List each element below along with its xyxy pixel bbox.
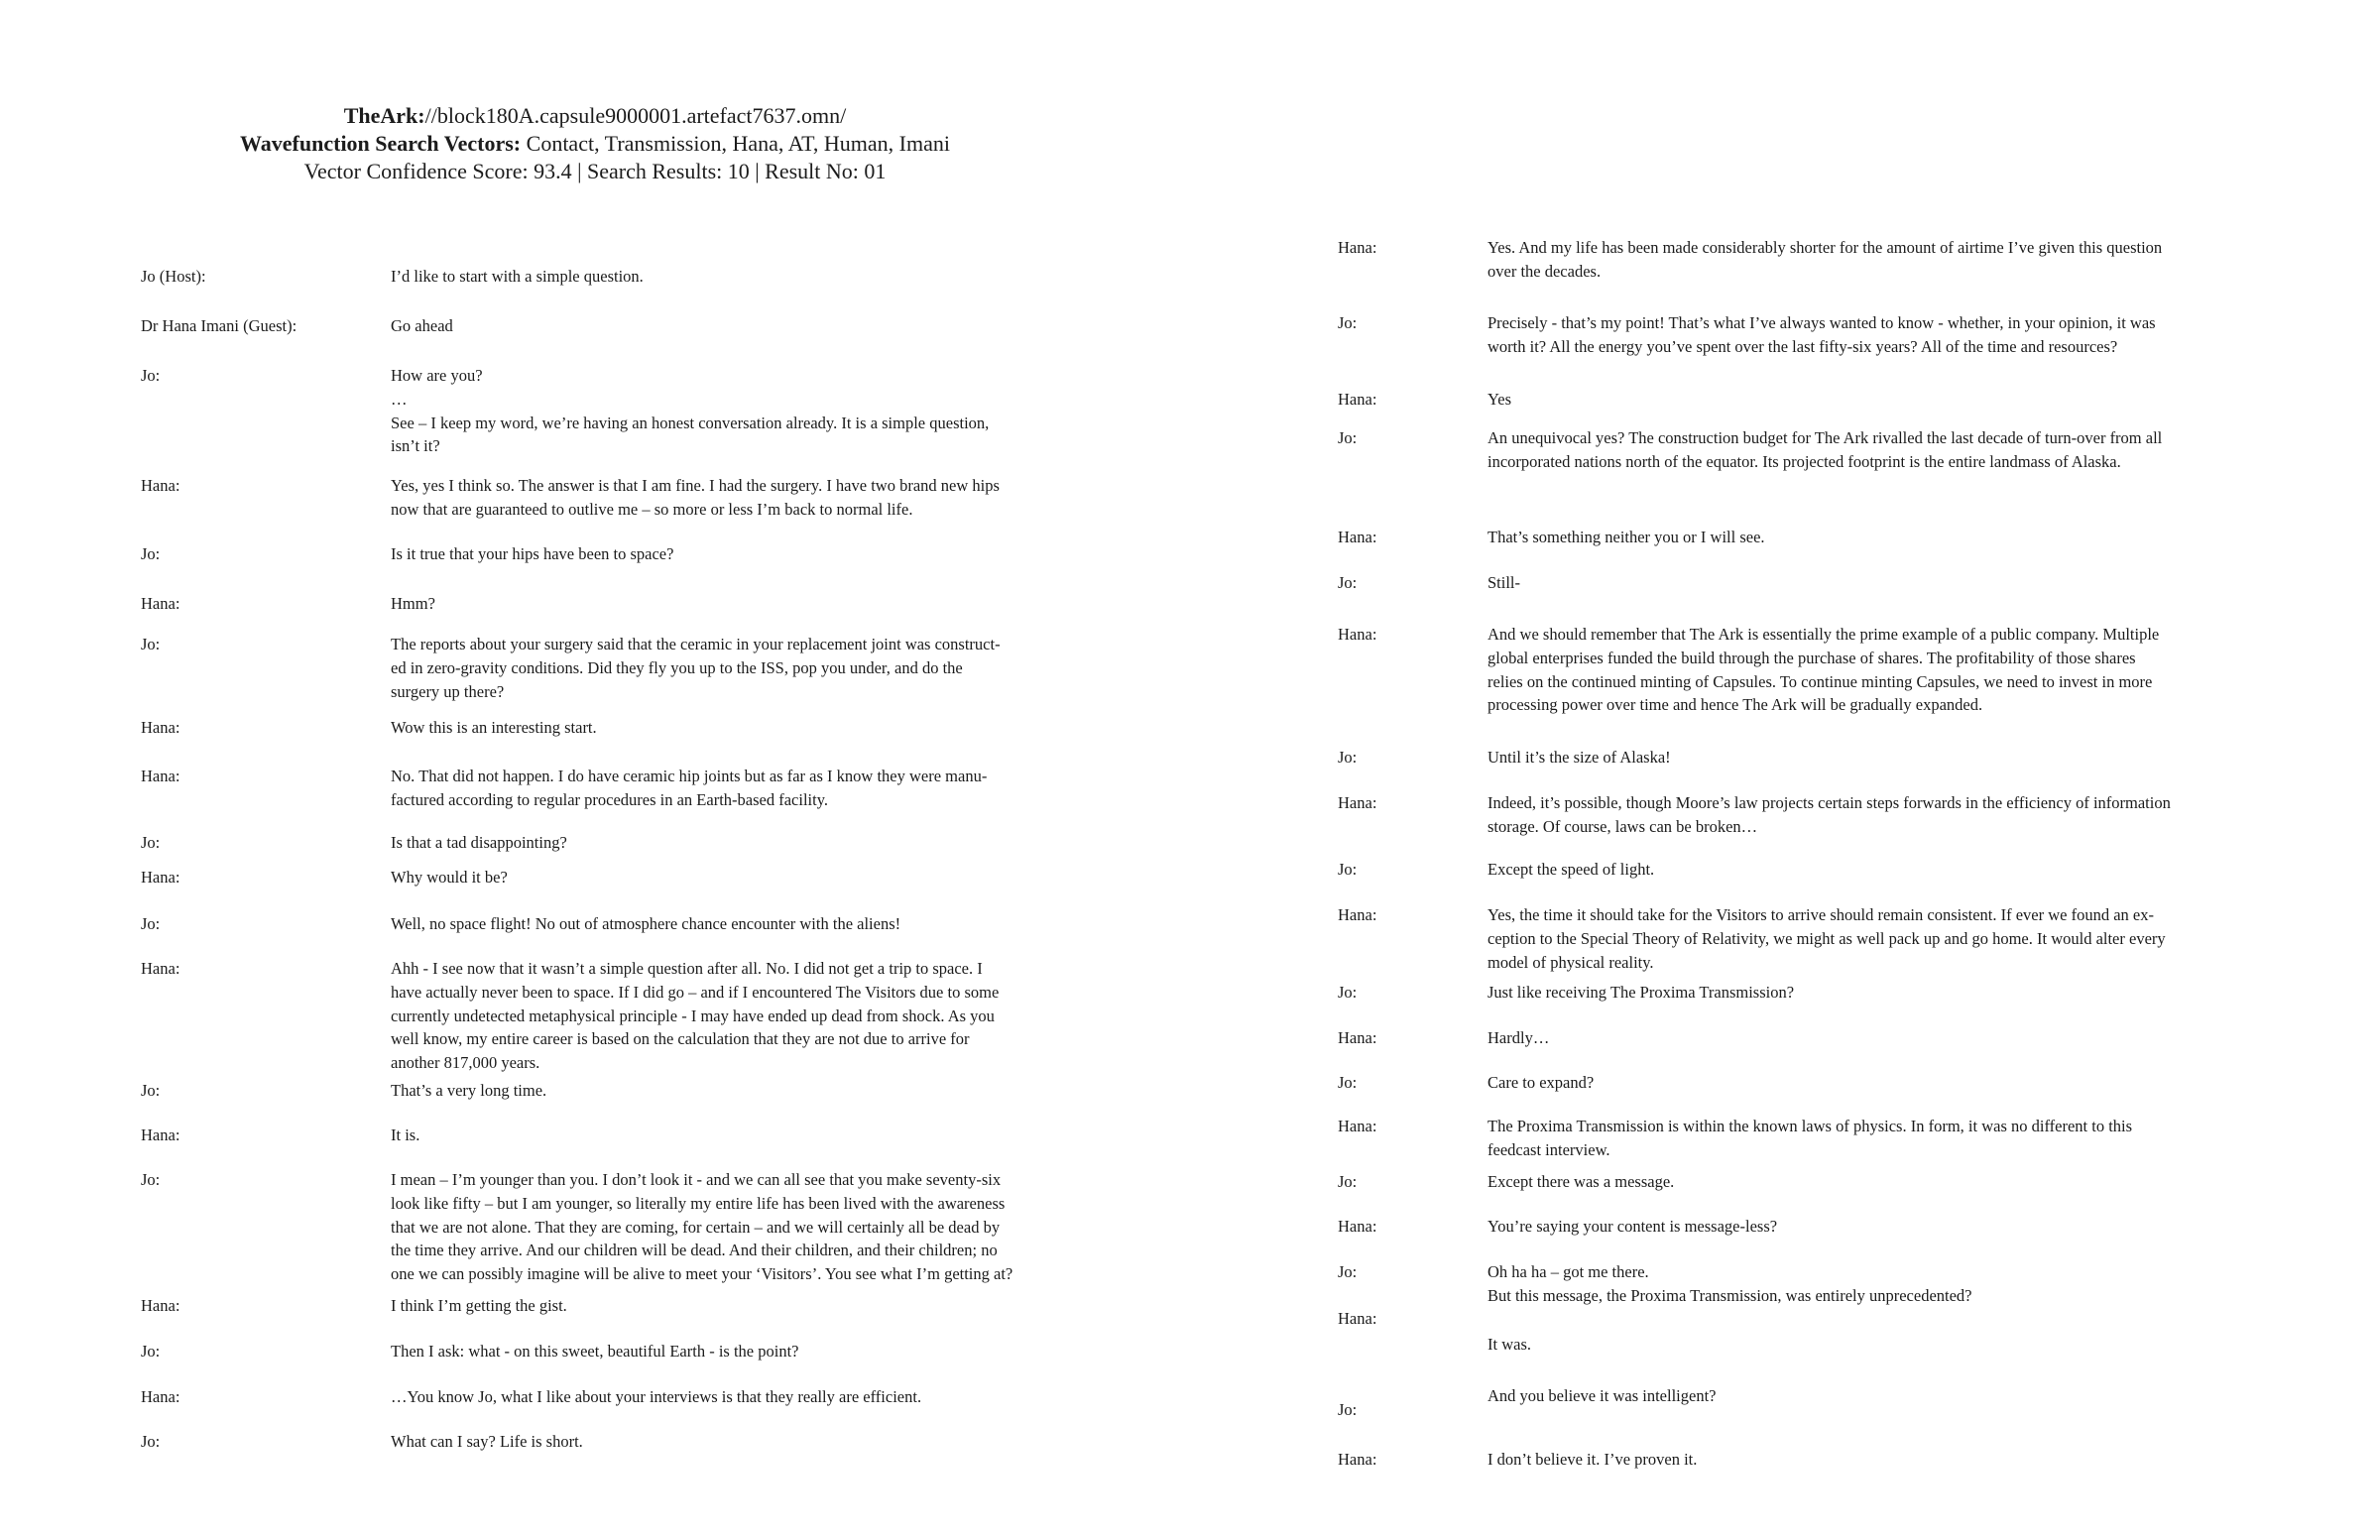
dialogue-line: now that are guaranteed to outlive me – so more or less I’m back to normal life.	[391, 499, 913, 519]
dialogue-line: the time they arrive. And our children will be dead. And their children, and their children; no	[391, 1241, 998, 1260]
dialogue-line: Indeed, it’s possible, though Moore’s law projects certain steps forwards in the efficiency of information	[1488, 793, 2171, 812]
dialogue-line: I don’t believe it. I’ve proven it.	[1488, 1450, 1698, 1469]
dialogue-line: over the decades.	[1488, 261, 1602, 281]
dialogue-line: Precisely - that’s my point! That’s what I’ve always wanted to know - whether, in your opinion, it was	[1488, 313, 2156, 332]
speaker-label: Hana:	[141, 1125, 180, 1144]
dialogue-line: An unequivocal yes? The construction budget for The Ark rivalled the last decade of turn-over from all	[1488, 428, 2163, 447]
dialogue-line: Yes	[1488, 390, 1512, 409]
speaker-label: Jo:	[141, 544, 161, 563]
dialogue-line: another 817,000 years.	[391, 1053, 540, 1073]
speaker-label: Jo:	[141, 366, 161, 385]
speaker-label: Hana:	[1338, 1450, 1377, 1469]
speaker-label: Hana:	[1338, 390, 1377, 409]
speaker-label: Hana:	[141, 594, 180, 613]
speaker-label: Hana:	[1338, 905, 1377, 924]
dialogue-line: What can I say? Life is short.	[391, 1432, 583, 1451]
speaker-label: Jo:	[141, 1170, 161, 1189]
speaker-label: Jo:	[1338, 1262, 1358, 1281]
dialogue-line: processing power over time and hence The Ark will be gradually expanded.	[1488, 695, 1983, 715]
dialogue-line: How are you?	[391, 366, 483, 385]
dialogue-line: ed in zero-gravity conditions. Did they fly you up to the ISS, pop you under, and do the	[391, 657, 963, 677]
dialogue-line: model of physical reality.	[1488, 952, 1654, 972]
speaker-label: Jo:	[1338, 748, 1358, 767]
dialogue-line: Why would it be?	[391, 868, 508, 887]
dialogue-line: Hardly…	[1488, 1028, 1550, 1047]
confidence-line: Vector Confidence Score: 93.4 | Search Results: 10 | Result No: 01	[303, 159, 887, 183]
speaker-label: Hana:	[1338, 238, 1377, 257]
dialogue-line: surgery up there?	[391, 681, 505, 701]
dialogue-line: …	[391, 389, 408, 409]
speaker-label: Hana:	[141, 476, 180, 495]
search-vectors: Wavefunction Search Vectors: Contact, Transmission, Hana, AT, Human, Imani	[240, 131, 950, 156]
dialogue-line: You’re saying your content is message-less?	[1488, 1217, 1778, 1236]
speaker-label: Jo:	[141, 1081, 161, 1100]
dialogue-line: storage. Of course, laws can be broken…	[1488, 816, 1758, 836]
speaker-label: Jo (Host):	[141, 267, 206, 286]
speaker-label: Jo:	[141, 635, 161, 653]
dialogue-line: Wow this is an interesting start.	[391, 718, 597, 737]
speaker-label: Jo:	[1338, 313, 1358, 332]
dialogue-line: Yes, yes I think so. The answer is that I am fine. I had the surgery. I have two brand new hips	[391, 476, 1000, 495]
dialogue-line: Just like receiving The Proxima Transmission?	[1488, 983, 1795, 1002]
speaker-label: Hana:	[1338, 1309, 1377, 1328]
speaker-label: Jo:	[141, 1342, 161, 1361]
dialogue-line: See – I keep my word, we’re having an honest conversation already. It is a simple question,	[391, 413, 990, 432]
dialogue-line: Is that a tad disappointing?	[391, 833, 567, 852]
dialogue-line: look like fifty – but I am younger, so literally my entire life has been lived with the awareness	[391, 1193, 1006, 1213]
dialogue-line: …You know Jo, what I like about your interviews is that they really are efficient.	[391, 1387, 922, 1406]
dialogue-line: worth it? All the energy you’ve spent over the last fifty-six years? All of the time and resources?	[1488, 336, 2118, 356]
dialogue-line: Oh ha ha – got me there.	[1488, 1262, 1649, 1281]
speaker-label: Jo:	[1338, 983, 1358, 1002]
dialogue-line: But this message, the Proxima Transmission, was entirely unprecedented?	[1488, 1285, 1972, 1305]
dialogue-line: I think I’m getting the gist.	[391, 1296, 567, 1315]
speaker-label: Jo:	[1338, 428, 1358, 447]
document-header	[159, 102, 1031, 185]
dialogue-line: global enterprises funded the build through the purchase of shares. The profitability of those shares	[1488, 648, 2136, 667]
dialogue-line: The reports about your surgery said that the ceramic in your replacement joint was construct-	[391, 635, 1001, 653]
speaker-label: Dr Hana Imani (Guest):	[141, 316, 298, 335]
dialogue-line: That’s something neither you or I will see.	[1488, 528, 1765, 546]
dialogue-line: Well, no space flight! No out of atmosphere chance encounter with the aliens!	[391, 914, 901, 933]
dialogue-line: Then I ask: what - on this sweet, beautiful Earth - is the point?	[391, 1342, 799, 1361]
dialogue-line: Until it’s the size of Alaska!	[1488, 748, 1671, 767]
speaker-label: Hana:	[141, 868, 180, 887]
dialogue-line: Go ahead	[391, 316, 453, 335]
dialogue-line: That’s a very long time.	[391, 1081, 547, 1100]
speaker-label: Jo:	[141, 914, 161, 933]
speaker-label: Hana:	[141, 1296, 180, 1315]
speaker-label: Jo:	[141, 833, 161, 852]
dialogue-line: And we should remember that The Ark is essentially the prime example of a public company. Multiple	[1488, 625, 2160, 644]
dialogue-line: Is it true that your hips have been to space?	[391, 544, 674, 563]
dialogue-line: isn’t it?	[391, 436, 440, 456]
dialogue-line: And you believe it was intelligent?	[1488, 1386, 1717, 1405]
dialogue-line: Yes, the time it should take for the Visitors to arrive should remain consistent. If ever we found an ex-	[1488, 905, 2155, 924]
dialogue-line: ception to the Special Theory of Relativity, we might as well pack up and go home. It would alter every	[1488, 928, 2166, 948]
dialogue-line: Hmm?	[391, 594, 435, 613]
dialogue-line: Ahh - I see now that it wasn’t a simple question after all. No. I did not get a trip to space. I	[391, 959, 983, 978]
dialogue-line: well know, my entire career is based on the calculation that they are not due to arrive for	[391, 1029, 970, 1049]
archive-path: TheArk://block180A.capsule9000001.artefact7637.omn/	[343, 103, 847, 128]
dialogue-line: currently undetected metaphysical principle - I may have ended up dead from shock. As you	[391, 1006, 995, 1025]
speaker-label: Hana:	[141, 767, 180, 785]
speaker-label: Hana:	[1338, 528, 1377, 546]
dialogue-line: It is.	[391, 1125, 420, 1144]
speaker-label: Jo:	[1338, 1400, 1358, 1419]
speaker-label: Jo:	[1338, 1073, 1358, 1092]
dialogue-line: Yes. And my life has been made considerably shorter for the amount of airtime I’ve given this question	[1488, 238, 2163, 257]
dialogue-line: Except there was a message.	[1488, 1172, 1675, 1191]
dialogue-line: relies on the continued minting of Capsules. To continue minting Capsules, we need to invest in more	[1488, 671, 2153, 691]
dialogue-line: have actually never been to space. If I did go – and if I encountered The Visitors due to some	[391, 982, 1000, 1002]
dialogue-line: Still-	[1488, 573, 1521, 592]
speaker-label: Jo:	[141, 1432, 161, 1451]
speaker-label: Hana:	[1338, 1117, 1377, 1135]
speaker-label: Hana:	[1338, 793, 1377, 812]
speaker-label: Hana:	[1338, 1028, 1377, 1047]
speaker-label: Jo:	[1338, 573, 1358, 592]
dialogue-line: Care to expand?	[1488, 1073, 1595, 1092]
dialogue-line: one we can possibly imagine will be alive to meet your ‘Visitors’. You see what I’m getting at?	[391, 1264, 1013, 1284]
dialogue-line: feedcast interview.	[1488, 1139, 1610, 1159]
speaker-label: Jo:	[1338, 1172, 1358, 1191]
speaker-label: Hana:	[1338, 625, 1377, 644]
speaker-label: Hana:	[141, 718, 180, 737]
dialogue-line: that we are not alone. That they are coming, for certain – and we will certainly all be dead by	[391, 1217, 1001, 1237]
speaker-label: Hana:	[141, 959, 180, 978]
dialogue-line: factured according to regular procedures in an Earth-based facility.	[391, 789, 829, 809]
dialogue-line: incorporated nations north of the equator. Its projected footprint is the entire landmass of Alaska.	[1488, 451, 2121, 471]
speaker-label: Hana:	[141, 1387, 180, 1406]
dialogue-line: The Proxima Transmission is within the known laws of physics. In form, it was no different to this	[1488, 1117, 2133, 1135]
dialogue-line: I mean – I’m younger than you. I don’t look it - and we can all see that you make seventy-six	[391, 1170, 1002, 1189]
dialogue-line: I’d like to start with a simple question.	[391, 267, 644, 286]
dialogue-line: No. That did not happen. I do have ceramic hip joints but as far as I know they were manu-	[391, 767, 988, 785]
speaker-label: Hana:	[1338, 1217, 1377, 1236]
speaker-label: Jo:	[1338, 860, 1358, 879]
dialogue-line: Except the speed of light.	[1488, 860, 1655, 879]
dialogue-line: It was.	[1488, 1335, 1531, 1354]
